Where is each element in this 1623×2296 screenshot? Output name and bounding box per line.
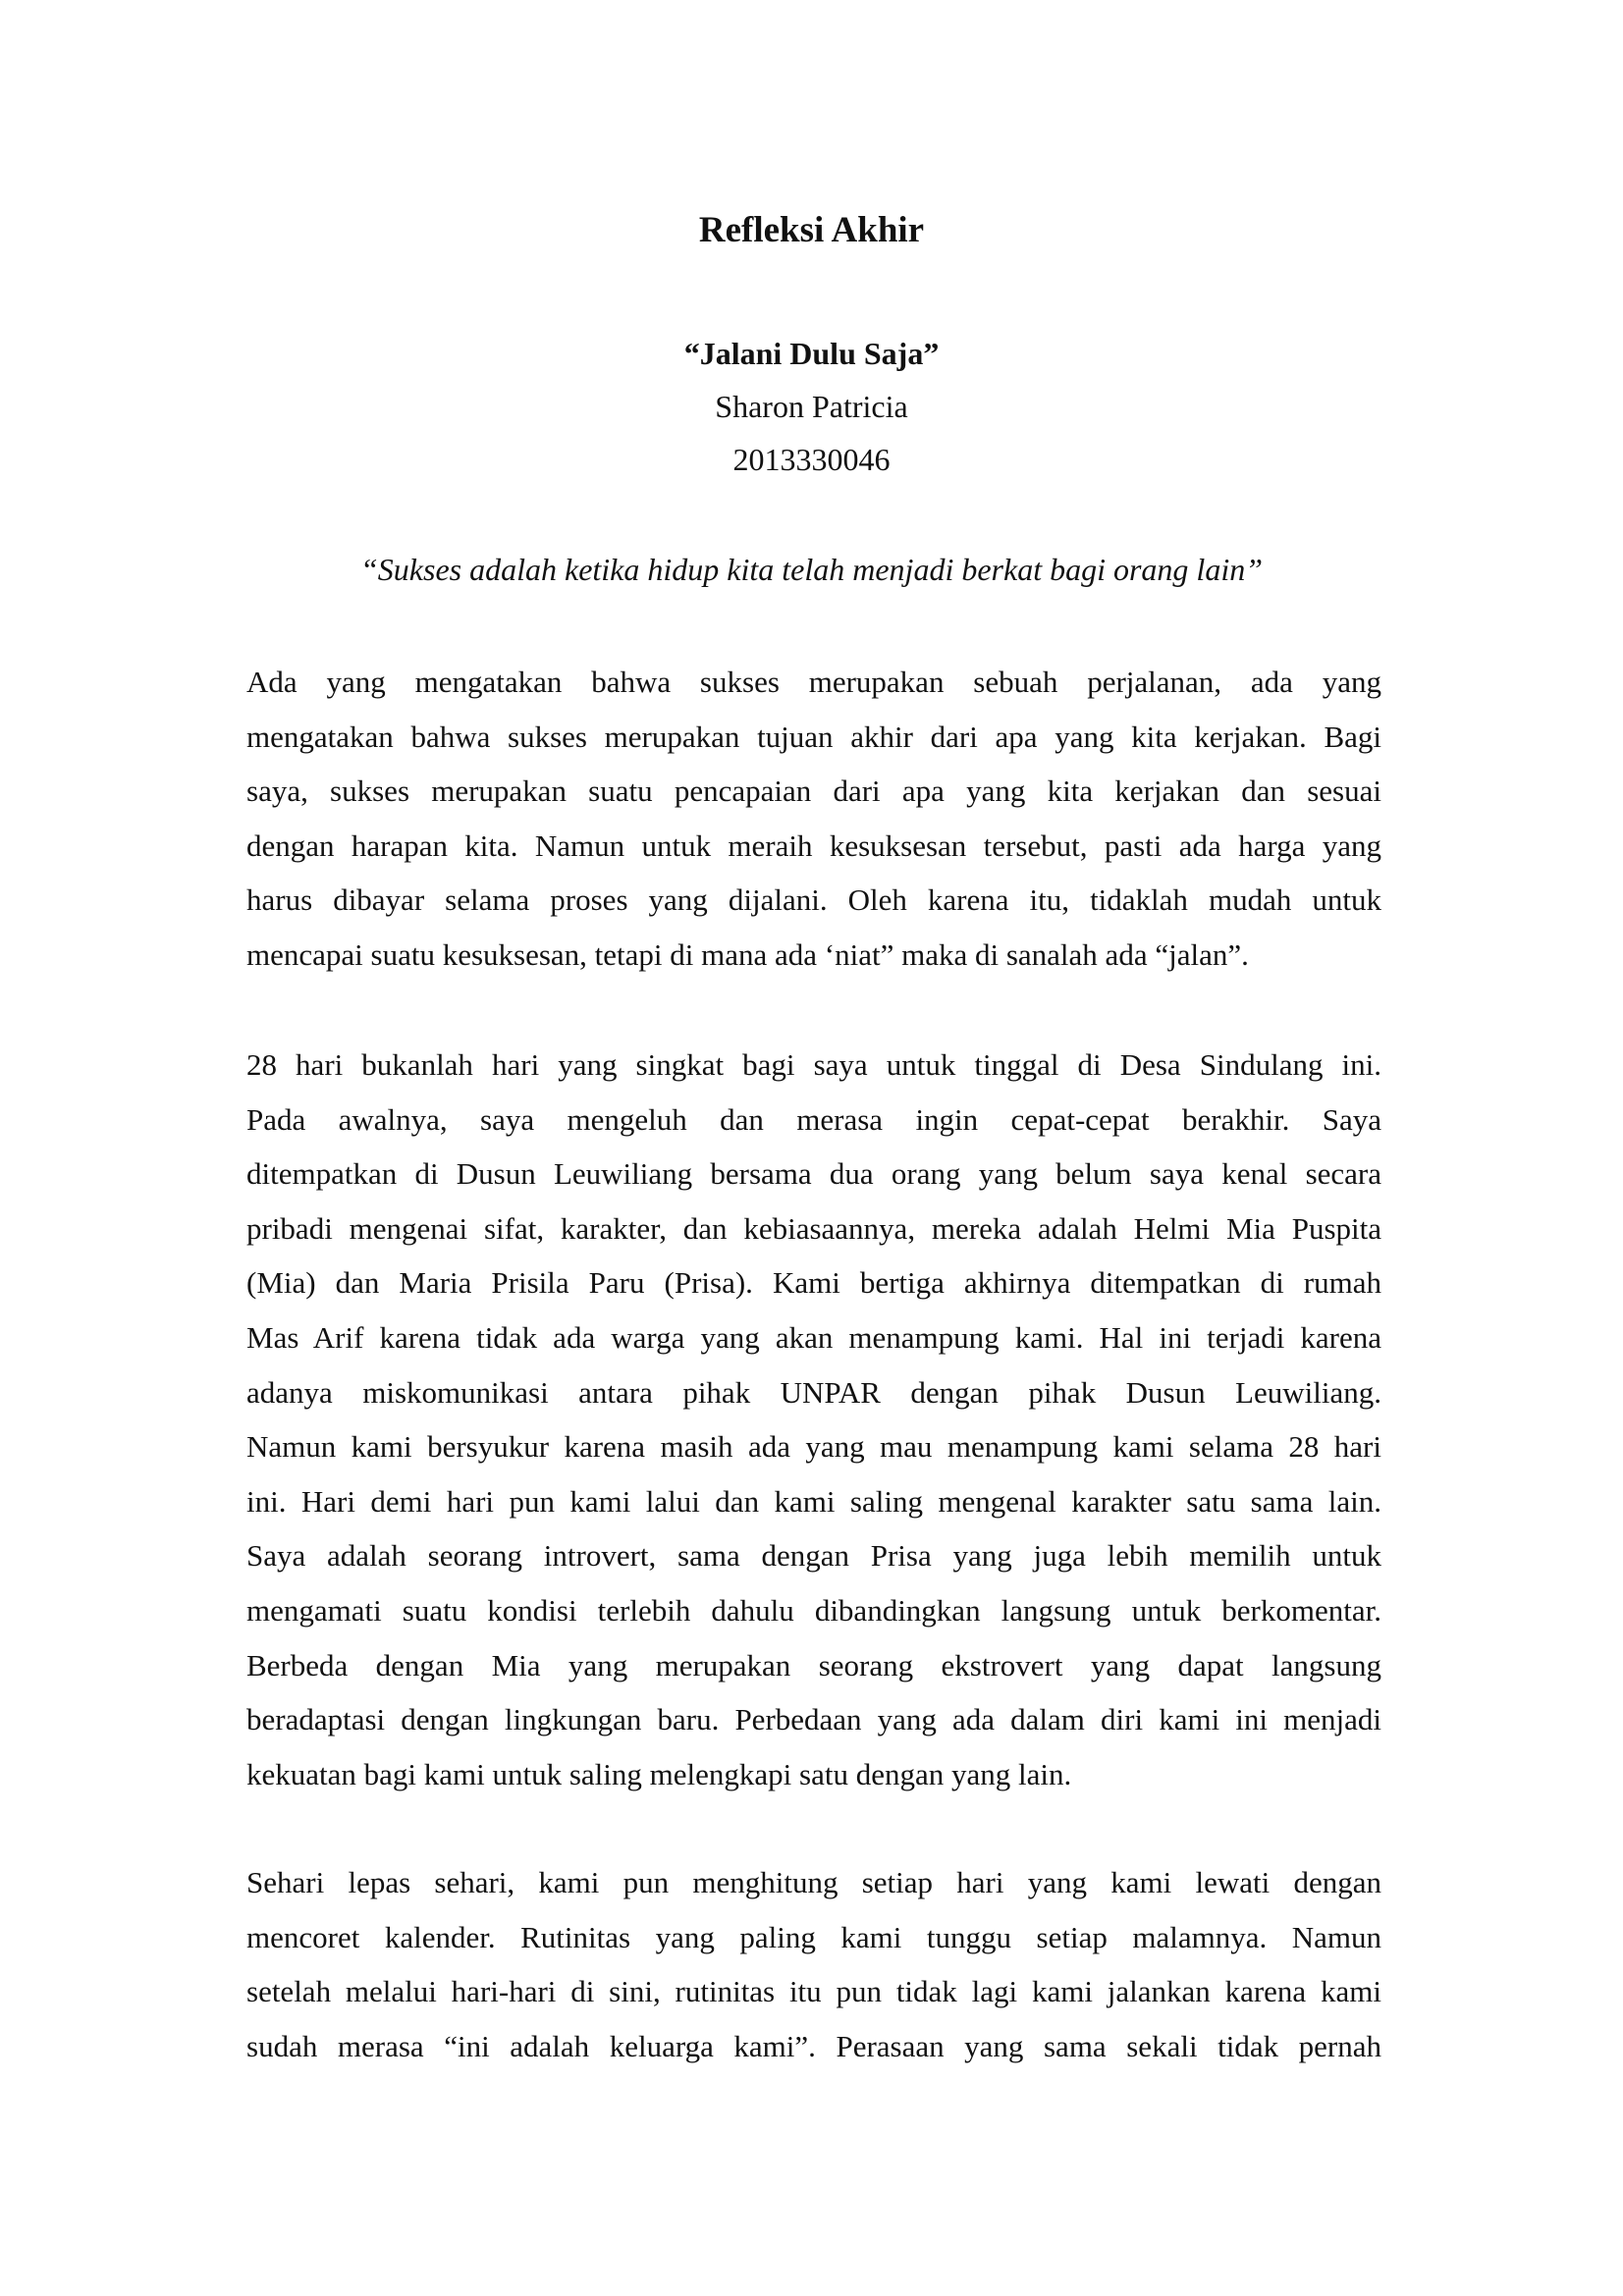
text-line: Mas Arif karena tidak ada warga yang akan menampung kami. Hal ini terjadi karena [246, 1319, 1381, 1355]
opening-quote: “Sukses adalah ketika hidup kita telah menjadi berkat bagi orang lain” [359, 552, 1263, 587]
text-line: saya, sukses merupakan suatu pencapaian dari apa yang kita kerjakan dan sesuai [246, 774, 1381, 809]
document-subtitle: “Jalani Dulu Saja” [683, 336, 940, 371]
student-id: 2013330046 [732, 442, 891, 477]
text-line: Ada yang mengatakan bahwa sukses merupakan sebuah perjalanan, ada yang [246, 665, 1381, 699]
text-line: (Mia) dan Maria Prisila Paru (Prisa). Kami bertiga akhirnya ditempatkan di rumah [246, 1265, 1381, 1301]
text-line: Namun kami bersyukur karena masih ada yang mau menampung kami selama 28 hari [246, 1429, 1381, 1465]
document-title: Refleksi Akhir [698, 210, 925, 250]
author-name: Sharon Patricia [715, 389, 908, 424]
text-line: mengatakan bahwa sukses merupakan tujuan akhir dari apa yang kita kerjakan. Bagi [246, 719, 1381, 754]
text-line: harus dibayar selama proses yang dijalani. Oleh karena itu, tidaklah mudah untuk [246, 882, 1381, 918]
text-line: dengan harapan kita. Namun untuk meraih kesuksesan tersebut, pasti ada harga yang [246, 828, 1381, 863]
paragraph-3 [246, 1855, 1381, 2073]
paragraph-1 [246, 655, 1381, 983]
text-line: pribadi mengenai sifat, karakter, dan kebiasaannya, mereka adalah Helmi Mia Puspita [246, 1210, 1381, 1246]
text-line: ini. Hari demi hari pun kami lalui dan kami saling mengenal karakter satu sama lain. [246, 1483, 1381, 1519]
text-line: sudah merasa “ini adalah keluarga kami”. Perasaan yang sama sekali tidak pernah [246, 2028, 1381, 2063]
text-line: mencoret kalender. Rutinitas yang paling kami tunggu setiap malamnya. Namun [246, 1919, 1381, 1954]
text-line: Saya adalah seorang introvert, sama dengan Prisa yang juga lebih memilih untuk [246, 1538, 1381, 1574]
text-line: mengamati suatu kondisi terlebih dahulu dibandingkan langsung untuk berkomentar. [246, 1592, 1381, 1628]
text-line: Berbeda dengan Mia yang merupakan seorang ekstrovert yang dapat langsung [246, 1647, 1381, 1682]
text-line: beradaptasi dengan lingkungan baru. Perbedaan yang ada dalam diri kami ini menjadi [246, 1702, 1381, 1737]
text-line: adanya miskomunikasi antara pihak UNPAR dengan pihak Dusun Leuwiliang. [246, 1374, 1381, 1410]
text-line: Pada awalnya, saya mengeluh dan merasa ingin cepat-cepat berakhir. Saya [246, 1101, 1381, 1137]
text-line: mencapai suatu kesuksesan, tetapi di mana ada ‘niat” maka di sanalah ada “jalan”. [246, 936, 1249, 972]
text-line: setelah melalui hari-hari di sini, rutinitas itu pun tidak lagi kami jalankan karena kami [246, 1974, 1381, 2009]
text-line: ditempatkan di Dusun Leuwiliang bersama dua orang yang belum saya kenal secara [246, 1156, 1381, 1192]
text-line: Sehari lepas sehari, kami pun menghitung setiap hari yang kami lewati dengan [246, 1865, 1381, 1899]
paragraph-2 [246, 1038, 1381, 1801]
text-line: kekuatan bagi kami untuk saling melengkapi satu dengan yang lain. [246, 1756, 1072, 1791]
text-line: 28 hari bukanlah hari yang singkat bagi saya untuk tinggal di Desa Sindulang ini. [246, 1047, 1381, 1082]
